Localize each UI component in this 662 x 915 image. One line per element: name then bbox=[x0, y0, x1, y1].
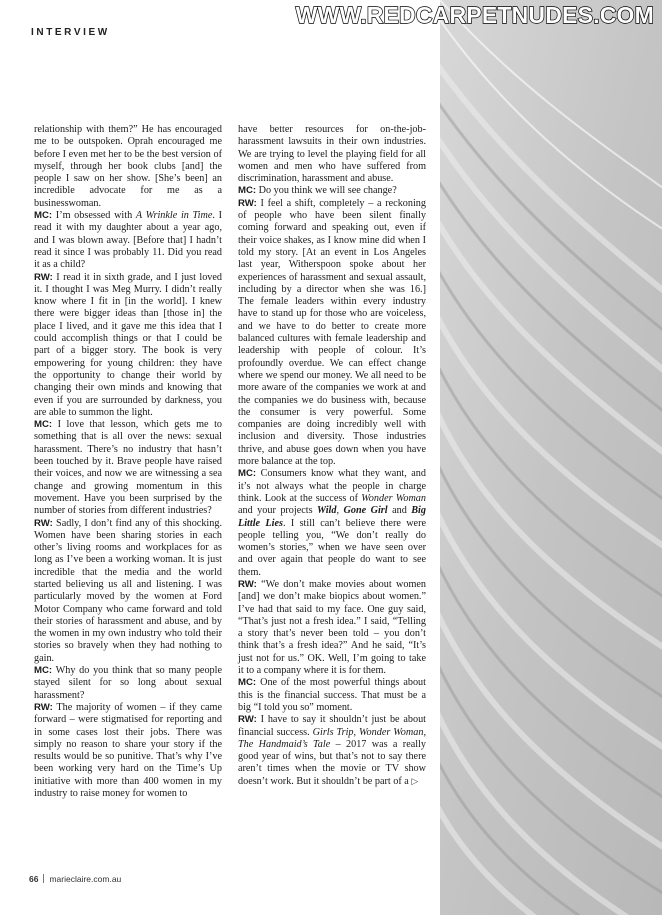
speaker-label: MC: bbox=[238, 185, 257, 197]
section-label: INTERVIEW bbox=[31, 27, 110, 38]
speaker-label: MC: bbox=[238, 468, 257, 480]
continue-arrow-icon: ▷ bbox=[411, 776, 419, 787]
body-text: relationship with them?” He has encouraged me to be outspoken. Oprah encouraged me before I even met her to be the best version of myself, through her book clubs [and] the people I saw on her show. [She’s been] an incredible advocate for me as a businesswoman. bbox=[34, 124, 222, 209]
title-text: Girls Trip bbox=[312, 726, 354, 738]
title-text: Wonder Woman bbox=[361, 492, 426, 504]
page-footer bbox=[29, 874, 121, 884]
paragraph bbox=[238, 124, 426, 185]
footer-site: marieclaire.com.au bbox=[49, 874, 122, 884]
paragraph bbox=[238, 198, 426, 469]
page-number: 66 bbox=[29, 874, 39, 884]
speaker-label: RW: bbox=[238, 197, 257, 209]
paragraph bbox=[238, 677, 426, 714]
body-text: and bbox=[387, 505, 412, 517]
body-text: , bbox=[336, 505, 344, 517]
body-text: “We don’t make movies about women [and] we don’t make biopics about women.” I’ve had that said to my face. One guy said, “That’s just not a fresh idea.” I said, “Telling a story that’s never been told – you don’t think that’s a fresh idea?” And he said, “It’s just not for us.” OK. Well, I’m going to take it to a company where it is for them. bbox=[238, 578, 426, 677]
speaker-label: RW: bbox=[238, 714, 257, 726]
title-text: Gone Girl bbox=[343, 505, 388, 517]
title-text: Wonder Woman bbox=[359, 726, 424, 738]
footer-divider bbox=[43, 874, 44, 883]
wood-grain-image bbox=[440, 0, 662, 915]
title-text: Wild bbox=[317, 505, 337, 517]
right-text-column bbox=[238, 124, 426, 788]
paragraph bbox=[34, 419, 222, 517]
paragraph bbox=[238, 468, 426, 579]
paragraph bbox=[238, 579, 426, 677]
body-text: I read it in sixth grade, and I just loved it. I thought I was Meg Murry. I didn’t really know where I fit in [in the world]. I knew there were bigger ideas than [those in] the place I lived, and it gave me this idea that I could accomplish things or that I could be part of a bigger story. The book is very empowering for young children: they have the opportunity to change their world by changing their own minds and knowing that even if you are surrounded by darkness, you are able to summon the light. bbox=[34, 271, 222, 418]
paragraph bbox=[34, 124, 222, 210]
body-text: . I read it with my daughter about a year ago, and I was blown away. [Before that] I hadn’t read it since I was probably 11. Did you read it as a child? bbox=[34, 210, 222, 271]
body-text: – 2017 was a really good year of wins, but that’s not to say there aren’t times when the movie or TV show doesn’t work. But it shouldn’t be part of a bbox=[238, 738, 426, 787]
paragraph bbox=[34, 702, 222, 800]
title-text: The Handmaid’s Tale bbox=[238, 738, 331, 750]
body-text: I’m obsessed with bbox=[52, 210, 136, 222]
paragraph bbox=[34, 665, 222, 702]
body-text: . I still can’t believe there were people telling you, “We don’t really do women’s stories,” when we have seen over and over again that people do want to see them. bbox=[238, 517, 426, 578]
speaker-label: MC: bbox=[34, 419, 53, 431]
body-text: , bbox=[423, 726, 426, 738]
portrait-photo bbox=[440, 0, 662, 915]
speaker-label: RW: bbox=[238, 578, 257, 590]
body-text: I have to say it shouldn’t just be about financial success. bbox=[238, 714, 426, 738]
paragraph bbox=[34, 518, 222, 666]
paragraph bbox=[238, 714, 426, 788]
body-text: I feel a shift, completely – a reckoning of people who have been silent finally coming forward and speaking out, even if their voice shakes, as I know mine did when I told my story. [At an event in Los Angeles last year, Witherspoon spoke about her experiences of harassment and sexual assault, including by a director when she was 16.] The female leaders within every industry have to stand up for those who are voiceless, and we have to do better to create more balanced cultures with female leadership and leadership with people of colour. It’s profoundly overdue. We can effect change where we spend our money. We all need to be more aware of the companies we work at and the companies we do business with, because the consumer is very powerful. Some companies are doing incredibly well with inclusion and diversity. Those industries thrive, and abuse goes down when you have more balance at the top. bbox=[238, 197, 426, 468]
body-text: have better resources for on-the-job-harassment lawsuits in their own industries. We are trying to level the playing field for all women and men who have suffered from discrimination, harassment and abuse. bbox=[238, 124, 426, 185]
body-text: Consumers know what they want, and it’s not always what the people in charge think. Look at the success of bbox=[238, 468, 426, 504]
title-text: Big Little Lies bbox=[238, 505, 426, 529]
paragraph bbox=[34, 210, 222, 271]
body-text: , bbox=[353, 726, 359, 738]
speaker-label: MC: bbox=[238, 677, 257, 689]
left-text-column bbox=[34, 124, 222, 800]
body-text: and your projects bbox=[238, 505, 318, 517]
paragraph bbox=[238, 185, 426, 197]
speaker-label: MC: bbox=[34, 665, 53, 677]
body-text: Do you think we will see change? bbox=[256, 185, 397, 197]
paragraph bbox=[34, 272, 222, 420]
speaker-label: RW: bbox=[34, 271, 53, 283]
speaker-label: RW: bbox=[34, 701, 53, 713]
body-text: The majority of women – if they came forward – were stigmatised for reporting and in some cases lost their jobs. There was simply no reason to share your story if the results would be so punitive. That’s why I’ve been working very hard on the Time’s Up initiative with more than 400 women in my industry to raise money for women to bbox=[34, 701, 222, 800]
speaker-label: RW: bbox=[34, 517, 53, 529]
body-text: I love that lesson, which gets me to something that is all over the news: sexual harassment. There’s no industry that hasn’t been touched by it. Brave people have raised their voices, and now we are witnessing a sea change and growing momentum in this movement. Have you been surprised by the number of stories from different industries? bbox=[34, 419, 222, 517]
speaker-label: MC: bbox=[34, 210, 53, 222]
body-text: One of the most powerful things about this is the financial success. That must be a big “I told you so” moment. bbox=[238, 677, 426, 713]
title-text: A Wrinkle in Time bbox=[135, 210, 213, 222]
body-text: Sadly, I don’t find any of this shocking. Women have been sharing stories in each other’s living rooms and workplaces for as long as I’ve been a working woman. It is just incredible that the media and the world started believing us all and listening. I was particularly moved by the women at Ford Motor Company who came forward and told their stories of harassment and abuse, and by the women in my own industry who told their stories so bravely when they had nothing to gain. bbox=[34, 517, 222, 664]
body-text: Why do you think that so many people stayed silent for so long about sexual harassment? bbox=[34, 665, 222, 701]
watermark-text: WWW.REDCARPETNUDES.COM bbox=[295, 2, 654, 28]
